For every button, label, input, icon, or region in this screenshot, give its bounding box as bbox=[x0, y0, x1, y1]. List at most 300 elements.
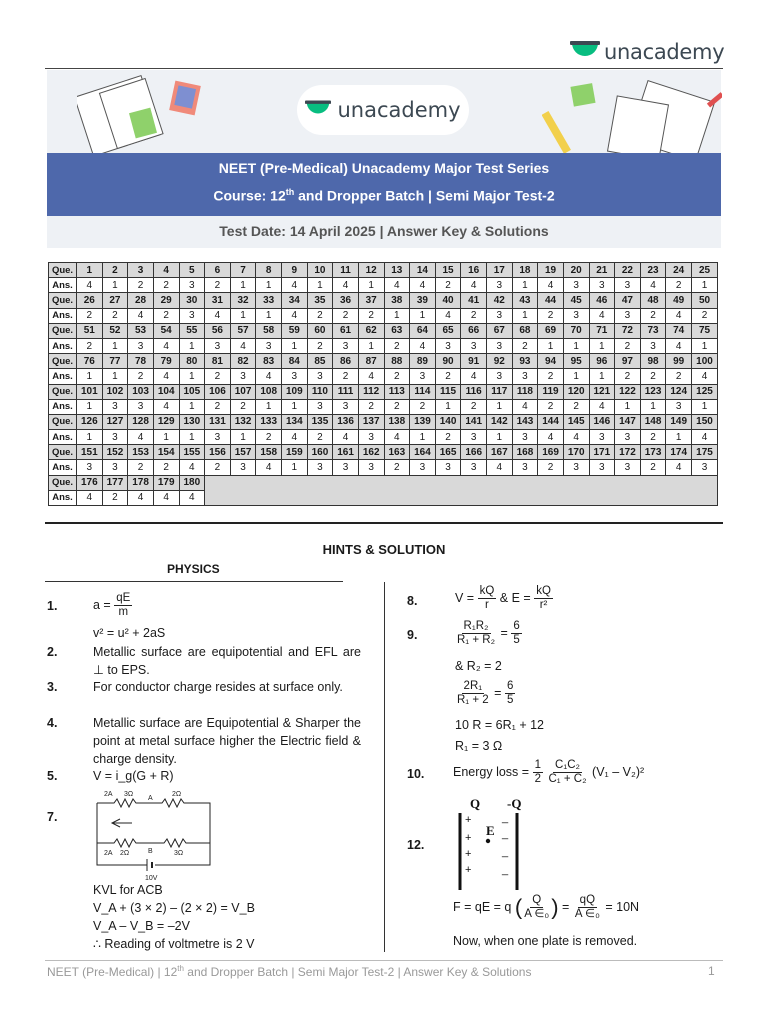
question-cell: 177 bbox=[102, 475, 128, 490]
question-cell: 72 bbox=[615, 323, 641, 338]
q9-line2: & R₂ = 2 bbox=[455, 659, 502, 673]
answer-key-table bbox=[48, 262, 718, 506]
question-cell: 84 bbox=[282, 354, 308, 369]
answer-cell: 2 bbox=[435, 369, 461, 384]
question-cell: 35 bbox=[307, 293, 333, 308]
question-cell: 92 bbox=[487, 354, 513, 369]
answer-cell: 2 bbox=[435, 430, 461, 445]
svg-text:2Ω: 2Ω bbox=[172, 791, 182, 798]
q7-circuit-diagram bbox=[92, 785, 222, 883]
answer-cell: 3 bbox=[640, 338, 666, 353]
question-cell: 74 bbox=[666, 323, 692, 338]
q10-number: 10. bbox=[407, 767, 425, 781]
answer-cell: 1 bbox=[102, 338, 128, 353]
q8-number: 8. bbox=[407, 594, 418, 608]
answer-cell: 4 bbox=[128, 430, 154, 445]
answer-cell: 4 bbox=[461, 278, 487, 293]
answer-cell: 3 bbox=[435, 460, 461, 475]
question-cell: 9 bbox=[282, 263, 308, 278]
svg-text:Q: Q bbox=[470, 796, 481, 811]
question-cell: 127 bbox=[102, 414, 128, 429]
answer-cell: 2 bbox=[102, 490, 128, 505]
question-cell: 48 bbox=[640, 293, 666, 308]
q2-number: 2. bbox=[47, 645, 58, 659]
answer-cell: 4 bbox=[128, 308, 154, 323]
title-band bbox=[47, 153, 721, 216]
question-cell: 58 bbox=[256, 323, 282, 338]
q9-equation-1: $\frac{\text{R₁R₂}}{\text{R₁ + R₂}}$ = $\frac{6}{5}$ bbox=[457, 620, 520, 646]
svg-text:_: _ bbox=[502, 864, 509, 876]
answer-cell: 3 bbox=[205, 338, 231, 353]
answer-cell: 4 bbox=[692, 369, 718, 384]
question-cell: 1 bbox=[77, 263, 103, 278]
question-cell: 146 bbox=[589, 414, 615, 429]
answer-cell: 3 bbox=[563, 278, 589, 293]
svg-text:+: + bbox=[465, 832, 472, 844]
question-cell: 141 bbox=[461, 414, 487, 429]
question-row bbox=[49, 384, 718, 399]
question-cell: 10 bbox=[307, 263, 333, 278]
answer-cell: 1 bbox=[538, 338, 564, 353]
question-cell: 152 bbox=[102, 445, 128, 460]
question-cell: 62 bbox=[358, 323, 384, 338]
question-row bbox=[49, 323, 718, 338]
question-cell: 13 bbox=[384, 263, 410, 278]
question-cell: 61 bbox=[333, 323, 359, 338]
answer-cell: 2 bbox=[384, 338, 410, 353]
answer-cell: 4 bbox=[563, 430, 589, 445]
physics-rule bbox=[45, 581, 343, 582]
q1-equation-1: a = $\frac{qE}{m}$ bbox=[93, 592, 131, 618]
answer-row bbox=[49, 399, 718, 414]
answer-cell: 2 bbox=[410, 399, 436, 414]
question-cell: 83 bbox=[256, 354, 282, 369]
question-cell: 101 bbox=[77, 384, 103, 399]
question-cell: 161 bbox=[333, 445, 359, 460]
answer-cell: 4 bbox=[410, 338, 436, 353]
answer-cell: 3 bbox=[461, 460, 487, 475]
question-cell: 142 bbox=[487, 414, 513, 429]
question-cell: 49 bbox=[666, 293, 692, 308]
answer-cell: 1 bbox=[102, 369, 128, 384]
ans-label: Ans. bbox=[49, 338, 77, 353]
answer-cell: 3 bbox=[410, 369, 436, 384]
q8-equation: V = $\frac{kQ}{r}$ & E = $\frac{kQ}{\text{r²}}$ bbox=[455, 585, 551, 611]
logo-wordmark: unacademy bbox=[604, 40, 725, 64]
q1-number: 1. bbox=[47, 599, 58, 613]
q3-text: For conductor charge resides at surface only. bbox=[93, 680, 343, 694]
question-cell: 97 bbox=[615, 354, 641, 369]
question-cell: 148 bbox=[640, 414, 666, 429]
question-cell: 11 bbox=[333, 263, 359, 278]
pill-wordmark: unacademy bbox=[337, 98, 461, 122]
svg-text:_: _ bbox=[502, 846, 509, 858]
answer-cell: 2 bbox=[640, 308, 666, 323]
q5-text: V = i_g(G + R) bbox=[93, 769, 174, 783]
answer-cell: 2 bbox=[461, 399, 487, 414]
answer-cell: 4 bbox=[384, 430, 410, 445]
answer-cell: 1 bbox=[410, 430, 436, 445]
question-cell: 20 bbox=[563, 263, 589, 278]
answer-cell: 3 bbox=[589, 430, 615, 445]
answer-cell: 4 bbox=[282, 278, 308, 293]
question-cell: 47 bbox=[615, 293, 641, 308]
answer-cell: 2 bbox=[333, 308, 359, 323]
footer-text: NEET (Pre-Medical) | 12th and Dropper Batch | Semi Major Test-2 | Answer Key & Solutions bbox=[47, 964, 532, 979]
svg-text:E: E bbox=[486, 823, 495, 838]
answer-cell: 3 bbox=[230, 369, 256, 384]
answer-cell: 3 bbox=[205, 430, 231, 445]
answer-cell: 4 bbox=[538, 278, 564, 293]
question-row bbox=[49, 354, 718, 369]
answer-cell: 3 bbox=[179, 278, 205, 293]
answer-cell: 4 bbox=[153, 399, 179, 414]
answer-cell: 1 bbox=[589, 369, 615, 384]
question-cell: 112 bbox=[358, 384, 384, 399]
answer-cell: 3 bbox=[307, 460, 333, 475]
question-cell: 166 bbox=[461, 445, 487, 460]
answer-cell: 3 bbox=[461, 338, 487, 353]
question-cell: 6 bbox=[205, 263, 231, 278]
answer-cell: 2 bbox=[153, 460, 179, 475]
answer-cell: 4 bbox=[205, 308, 231, 323]
hints-title: HINTS & SOLUTION bbox=[322, 542, 446, 557]
question-row bbox=[49, 293, 718, 308]
answer-cell: 3 bbox=[512, 369, 538, 384]
q7-eq1: V_A + (3 × 2) – (2 × 2) = V_B bbox=[93, 901, 255, 915]
answer-cell: 1 bbox=[563, 338, 589, 353]
question-cell: 116 bbox=[461, 384, 487, 399]
question-cell: 131 bbox=[205, 414, 231, 429]
question-cell: 134 bbox=[282, 414, 308, 429]
svg-text:+: + bbox=[465, 814, 472, 826]
question-cell: 27 bbox=[102, 293, 128, 308]
answer-row bbox=[49, 369, 718, 384]
svg-text:_: _ bbox=[502, 812, 509, 824]
answer-cell: 2 bbox=[153, 278, 179, 293]
answer-cell: 1 bbox=[179, 369, 205, 384]
answer-cell: 4 bbox=[333, 430, 359, 445]
question-cell: 153 bbox=[128, 445, 154, 460]
question-cell: 89 bbox=[410, 354, 436, 369]
answer-cell: 2 bbox=[358, 399, 384, 414]
question-cell: 157 bbox=[230, 445, 256, 460]
answer-cell: 3 bbox=[487, 369, 513, 384]
question-cell: 99 bbox=[666, 354, 692, 369]
physics-title: PHYSICS bbox=[167, 562, 220, 576]
q12-equation: F = qE = q ( $\frac{Q}{\text{A ∈₀}}$ ) = $\frac{qQ}{\text{A ∈₀}}$ = 10N bbox=[453, 894, 640, 920]
question-cell: 129 bbox=[153, 414, 179, 429]
answer-cell: 2 bbox=[538, 369, 564, 384]
answer-cell: 1 bbox=[77, 369, 103, 384]
q1-equation-2: v² = u² + 2aS bbox=[93, 626, 166, 640]
ans-label: Ans. bbox=[49, 399, 77, 414]
answer-cell: 4 bbox=[461, 369, 487, 384]
svg-text:2A: 2A bbox=[104, 791, 113, 798]
answer-cell: 4 bbox=[128, 490, 154, 505]
answer-cell: 1 bbox=[358, 338, 384, 353]
answer-row bbox=[49, 338, 718, 353]
question-cell: 29 bbox=[153, 293, 179, 308]
question-cell: 57 bbox=[230, 323, 256, 338]
que-label: Que. bbox=[49, 354, 77, 369]
question-cell: 111 bbox=[333, 384, 359, 399]
question-cell: 18 bbox=[512, 263, 538, 278]
answer-cell: 1 bbox=[102, 278, 128, 293]
svg-text:3Ω: 3Ω bbox=[174, 850, 184, 857]
answer-cell: 1 bbox=[487, 399, 513, 414]
answer-cell: 1 bbox=[153, 430, 179, 445]
answer-cell: 2 bbox=[77, 308, 103, 323]
answer-cell: 3 bbox=[487, 278, 513, 293]
answer-cell: 2 bbox=[538, 460, 564, 475]
question-cell: 82 bbox=[230, 354, 256, 369]
answer-cell: 2 bbox=[205, 369, 231, 384]
question-cell: 160 bbox=[307, 445, 333, 460]
answer-cell: 1 bbox=[256, 399, 282, 414]
answer-cell: 4 bbox=[538, 430, 564, 445]
q9-equation-2: $\frac{\text{2R₁}}{\text{R₁ + 2}}$ = $\frac{6}{5}$ bbox=[457, 680, 514, 706]
answer-row bbox=[49, 308, 718, 323]
question-cell: 135 bbox=[307, 414, 333, 429]
q3-number: 3. bbox=[47, 680, 58, 694]
question-cell: 163 bbox=[384, 445, 410, 460]
answer-cell: 1 bbox=[77, 399, 103, 414]
svg-text:+: + bbox=[465, 848, 472, 860]
question-cell: 67 bbox=[487, 323, 513, 338]
question-cell: 144 bbox=[538, 414, 564, 429]
answer-cell: 3 bbox=[77, 460, 103, 475]
question-cell: 15 bbox=[435, 263, 461, 278]
answer-cell: 3 bbox=[333, 460, 359, 475]
question-cell: 68 bbox=[512, 323, 538, 338]
answer-cell: 4 bbox=[256, 369, 282, 384]
answer-cell: 2 bbox=[461, 308, 487, 323]
question-cell: 24 bbox=[666, 263, 692, 278]
answer-cell: 1 bbox=[487, 430, 513, 445]
question-cell: 16 bbox=[461, 263, 487, 278]
ans-label: Ans. bbox=[49, 369, 77, 384]
svg-text:-Q: -Q bbox=[507, 796, 522, 811]
question-cell: 169 bbox=[538, 445, 564, 460]
unacademy-logo-icon bbox=[570, 41, 600, 63]
ans-label: Ans. bbox=[49, 460, 77, 475]
answer-cell: 3 bbox=[666, 399, 692, 414]
answer-cell: 2 bbox=[77, 338, 103, 353]
question-cell: 26 bbox=[77, 293, 103, 308]
question-cell: 96 bbox=[589, 354, 615, 369]
q9-line4: 10 R = 6R₁ + 12 bbox=[455, 718, 544, 732]
q7-eq3: ∴ Reading of voltmetre is 2 V bbox=[93, 937, 255, 951]
question-cell: 98 bbox=[640, 354, 666, 369]
answer-cell: 3 bbox=[282, 369, 308, 384]
question-cell: 39 bbox=[410, 293, 436, 308]
answer-cell: 2 bbox=[205, 278, 231, 293]
question-cell: 75 bbox=[692, 323, 718, 338]
question-cell: 170 bbox=[563, 445, 589, 460]
answer-cell: 4 bbox=[333, 278, 359, 293]
question-cell: 5 bbox=[179, 263, 205, 278]
question-cell: 37 bbox=[358, 293, 384, 308]
question-cell: 143 bbox=[512, 414, 538, 429]
question-cell: 2 bbox=[102, 263, 128, 278]
answer-cell: 3 bbox=[615, 308, 641, 323]
q4-number: 4. bbox=[47, 716, 58, 730]
question-cell: 154 bbox=[153, 445, 179, 460]
question-cell: 7 bbox=[230, 263, 256, 278]
question-cell: 124 bbox=[666, 384, 692, 399]
answer-cell: 3 bbox=[307, 399, 333, 414]
answer-cell: 4 bbox=[487, 460, 513, 475]
answer-cell: 2 bbox=[615, 369, 641, 384]
question-cell: 151 bbox=[77, 445, 103, 460]
question-cell: 59 bbox=[282, 323, 308, 338]
question-cell: 107 bbox=[230, 384, 256, 399]
question-cell: 180 bbox=[179, 475, 205, 490]
question-cell: 81 bbox=[205, 354, 231, 369]
question-cell: 176 bbox=[77, 475, 103, 490]
answer-cell: 4 bbox=[77, 490, 103, 505]
question-cell: 66 bbox=[461, 323, 487, 338]
question-cell: 46 bbox=[589, 293, 615, 308]
answer-cell: 2 bbox=[128, 460, 154, 475]
answer-cell: 1 bbox=[282, 399, 308, 414]
answer-cell: 1 bbox=[692, 278, 718, 293]
answer-cell: 2 bbox=[384, 460, 410, 475]
answer-cell: 4 bbox=[410, 278, 436, 293]
question-cell: 109 bbox=[282, 384, 308, 399]
answer-cell: 3 bbox=[487, 338, 513, 353]
answer-cell: 1 bbox=[666, 430, 692, 445]
question-cell: 175 bbox=[692, 445, 718, 460]
question-cell: 139 bbox=[410, 414, 436, 429]
answer-cell: 4 bbox=[256, 460, 282, 475]
question-cell: 80 bbox=[179, 354, 205, 369]
answer-cell: 1 bbox=[589, 338, 615, 353]
question-cell: 167 bbox=[487, 445, 513, 460]
question-cell: 22 bbox=[615, 263, 641, 278]
answer-cell: 1 bbox=[512, 308, 538, 323]
question-cell: 78 bbox=[128, 354, 154, 369]
answer-cell: 2 bbox=[512, 338, 538, 353]
question-cell: 60 bbox=[307, 323, 333, 338]
question-cell: 137 bbox=[358, 414, 384, 429]
question-cell: 23 bbox=[640, 263, 666, 278]
answer-cell: 2 bbox=[307, 430, 333, 445]
question-cell: 145 bbox=[563, 414, 589, 429]
answer-row bbox=[49, 460, 718, 475]
q10-equation: Energy loss = $\frac{1}{2}$ $\frac{\text{C₁C₂}}{\text{C₁ + C₂}}$ (V₁ – V₂)² bbox=[453, 759, 645, 785]
question-cell: 40 bbox=[435, 293, 461, 308]
answer-cell: 4 bbox=[358, 369, 384, 384]
q5-number: 5. bbox=[47, 769, 58, 783]
answer-cell: 2 bbox=[256, 430, 282, 445]
question-cell: 155 bbox=[179, 445, 205, 460]
question-cell: 8 bbox=[256, 263, 282, 278]
answer-cell: 3 bbox=[333, 338, 359, 353]
answer-cell: 3 bbox=[128, 338, 154, 353]
question-cell: 133 bbox=[256, 414, 282, 429]
question-cell: 76 bbox=[77, 354, 103, 369]
answer-cell: 2 bbox=[333, 369, 359, 384]
question-cell: 41 bbox=[461, 293, 487, 308]
answer-cell: 3 bbox=[461, 430, 487, 445]
answer-cell: 2 bbox=[205, 399, 231, 414]
answer-cell: 2 bbox=[640, 430, 666, 445]
answer-cell: 3 bbox=[102, 399, 128, 414]
answer-cell: 2 bbox=[640, 369, 666, 384]
question-cell: 21 bbox=[589, 263, 615, 278]
question-cell: 121 bbox=[589, 384, 615, 399]
answer-cell: 2 bbox=[102, 308, 128, 323]
question-row bbox=[49, 475, 718, 490]
svg-text:2A: 2A bbox=[104, 850, 113, 857]
answer-cell: 4 bbox=[666, 460, 692, 475]
answer-cell: 4 bbox=[282, 430, 308, 445]
answer-cell: 1 bbox=[640, 399, 666, 414]
q7-number: 7. bbox=[47, 810, 58, 824]
answer-cell: 2 bbox=[666, 369, 692, 384]
answer-cell: 1 bbox=[692, 338, 718, 353]
answer-cell: 2 bbox=[128, 369, 154, 384]
answer-cell: 4 bbox=[666, 308, 692, 323]
answer-cell: 1 bbox=[358, 278, 384, 293]
que-label: Que. bbox=[49, 445, 77, 460]
answer-cell: 2 bbox=[128, 278, 154, 293]
svg-text:B: B bbox=[148, 848, 153, 855]
question-cell: 150 bbox=[692, 414, 718, 429]
question-cell: 34 bbox=[282, 293, 308, 308]
q7-kvl: KVL for ACB bbox=[93, 883, 163, 897]
question-cell: 4 bbox=[153, 263, 179, 278]
question-cell: 36 bbox=[333, 293, 359, 308]
question-cell: 159 bbox=[282, 445, 308, 460]
answer-cell: 2 bbox=[692, 308, 718, 323]
question-cell: 149 bbox=[666, 414, 692, 429]
que-label: Que. bbox=[49, 323, 77, 338]
ans-label: Ans. bbox=[49, 430, 77, 445]
question-cell: 93 bbox=[512, 354, 538, 369]
question-cell: 172 bbox=[615, 445, 641, 460]
notebook-ruler-illustration-icon bbox=[542, 80, 722, 160]
answer-cell: 1 bbox=[435, 399, 461, 414]
answer-cell: 2 bbox=[538, 308, 564, 323]
question-cell: 91 bbox=[461, 354, 487, 369]
question-row bbox=[49, 445, 718, 460]
answer-cell: 3 bbox=[128, 399, 154, 414]
column-divider bbox=[384, 582, 385, 952]
unacademy-logo-icon bbox=[305, 100, 331, 120]
question-cell: 25 bbox=[692, 263, 718, 278]
answer-cell: 4 bbox=[692, 430, 718, 445]
question-cell: 110 bbox=[307, 384, 333, 399]
question-cell: 28 bbox=[128, 293, 154, 308]
answer-cell: 3 bbox=[435, 338, 461, 353]
question-cell: 44 bbox=[538, 293, 564, 308]
answer-cell: 1 bbox=[256, 278, 282, 293]
question-cell: 88 bbox=[384, 354, 410, 369]
answer-cell: 2 bbox=[435, 278, 461, 293]
q9-line5: R₁ = 3 Ω bbox=[455, 739, 503, 753]
answer-cell: 4 bbox=[589, 399, 615, 414]
question-cell: 162 bbox=[358, 445, 384, 460]
answer-cell: 1 bbox=[410, 308, 436, 323]
answer-cell: 1 bbox=[256, 308, 282, 323]
answer-cell: 4 bbox=[435, 308, 461, 323]
question-cell: 156 bbox=[205, 445, 231, 460]
question-cell: 42 bbox=[487, 293, 513, 308]
question-cell: 19 bbox=[538, 263, 564, 278]
